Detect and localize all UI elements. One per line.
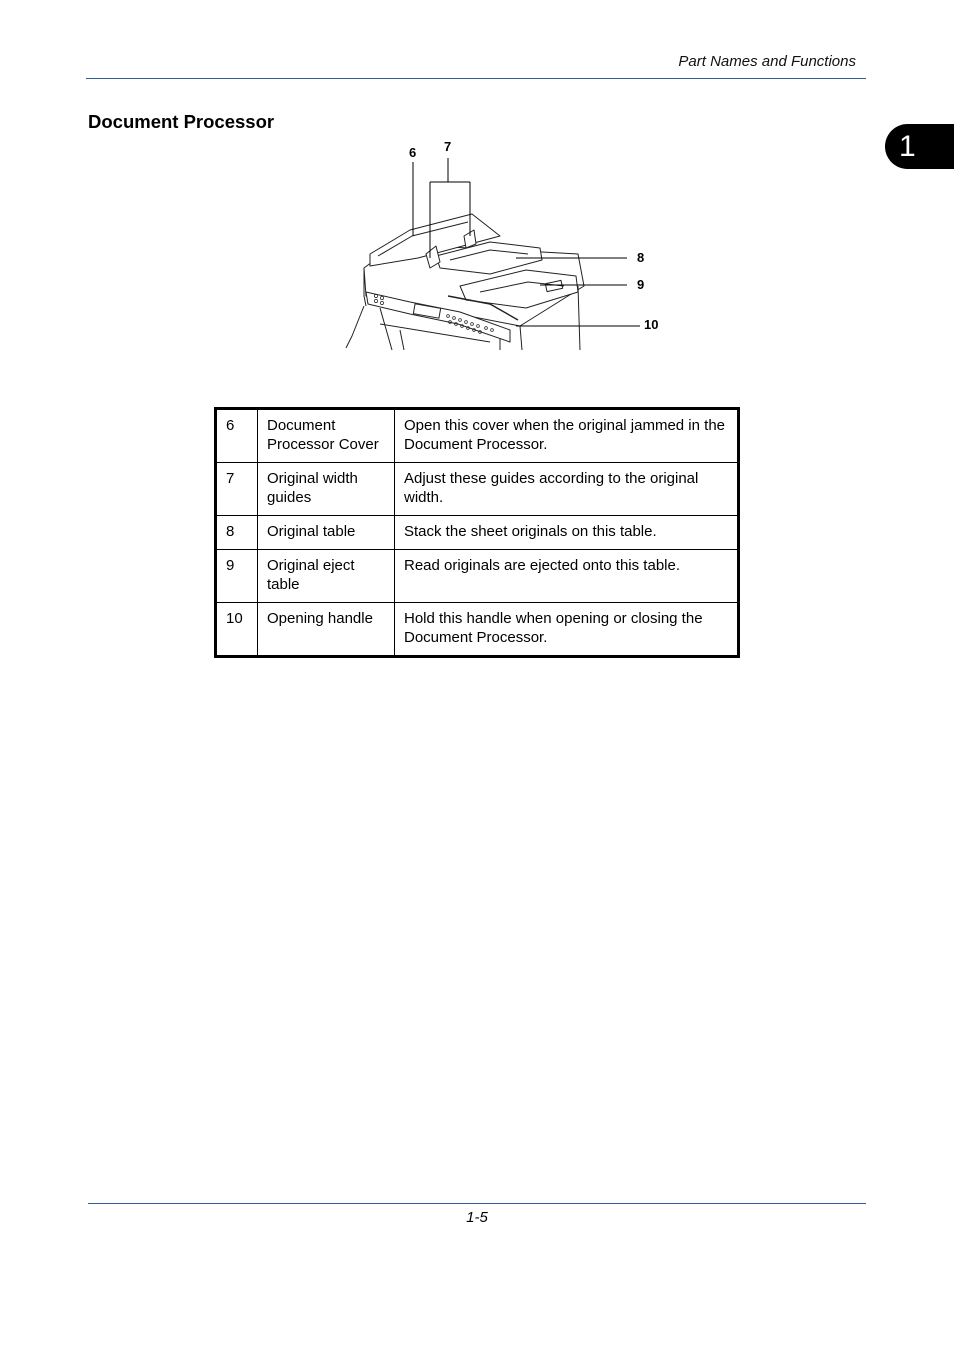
table-row (216, 409, 739, 463)
document-processor-illustration (340, 136, 670, 350)
part-number: 8 (216, 516, 258, 550)
callout-8: 8 (637, 250, 645, 265)
part-description: Open this cover when the original jammed in the Document Processor. (395, 409, 739, 463)
printer-drawing (340, 136, 670, 350)
header-rule (86, 78, 866, 79)
section-heading: Document Processor (88, 111, 275, 132)
table-row (216, 463, 739, 516)
chapter-number: 1 (899, 130, 916, 163)
part-name: Original table (258, 516, 395, 550)
table-row (216, 550, 739, 603)
part-number: 7 (216, 463, 258, 516)
parts-table (214, 407, 740, 658)
callout-7: 7 (444, 139, 452, 154)
running-header: Part Names and Functions (678, 53, 856, 70)
part-description: Stack the sheet originals on this table. (395, 516, 739, 550)
callout-10: 10 (644, 317, 659, 332)
part-name: Original width guides (258, 463, 395, 516)
part-name: Original eject table (258, 550, 395, 603)
chapter-tab (885, 124, 954, 169)
footer-rule (88, 1203, 866, 1204)
callout-9: 9 (637, 277, 645, 292)
part-number: 9 (216, 550, 258, 603)
table-row (216, 603, 739, 657)
part-number: 10 (216, 603, 258, 657)
part-description: Hold this handle when opening or closing the Document Processor. (395, 603, 739, 657)
part-description: Adjust these guides according to the original width. (395, 463, 739, 516)
table-row (216, 516, 739, 550)
part-name: Opening handle (258, 603, 395, 657)
page-number: 1-5 (466, 1209, 488, 1226)
callout-6: 6 (409, 145, 417, 160)
part-name: Document Processor Cover (258, 409, 395, 463)
part-number: 6 (216, 409, 258, 463)
part-description: Read originals are ejected onto this table. (395, 550, 739, 603)
